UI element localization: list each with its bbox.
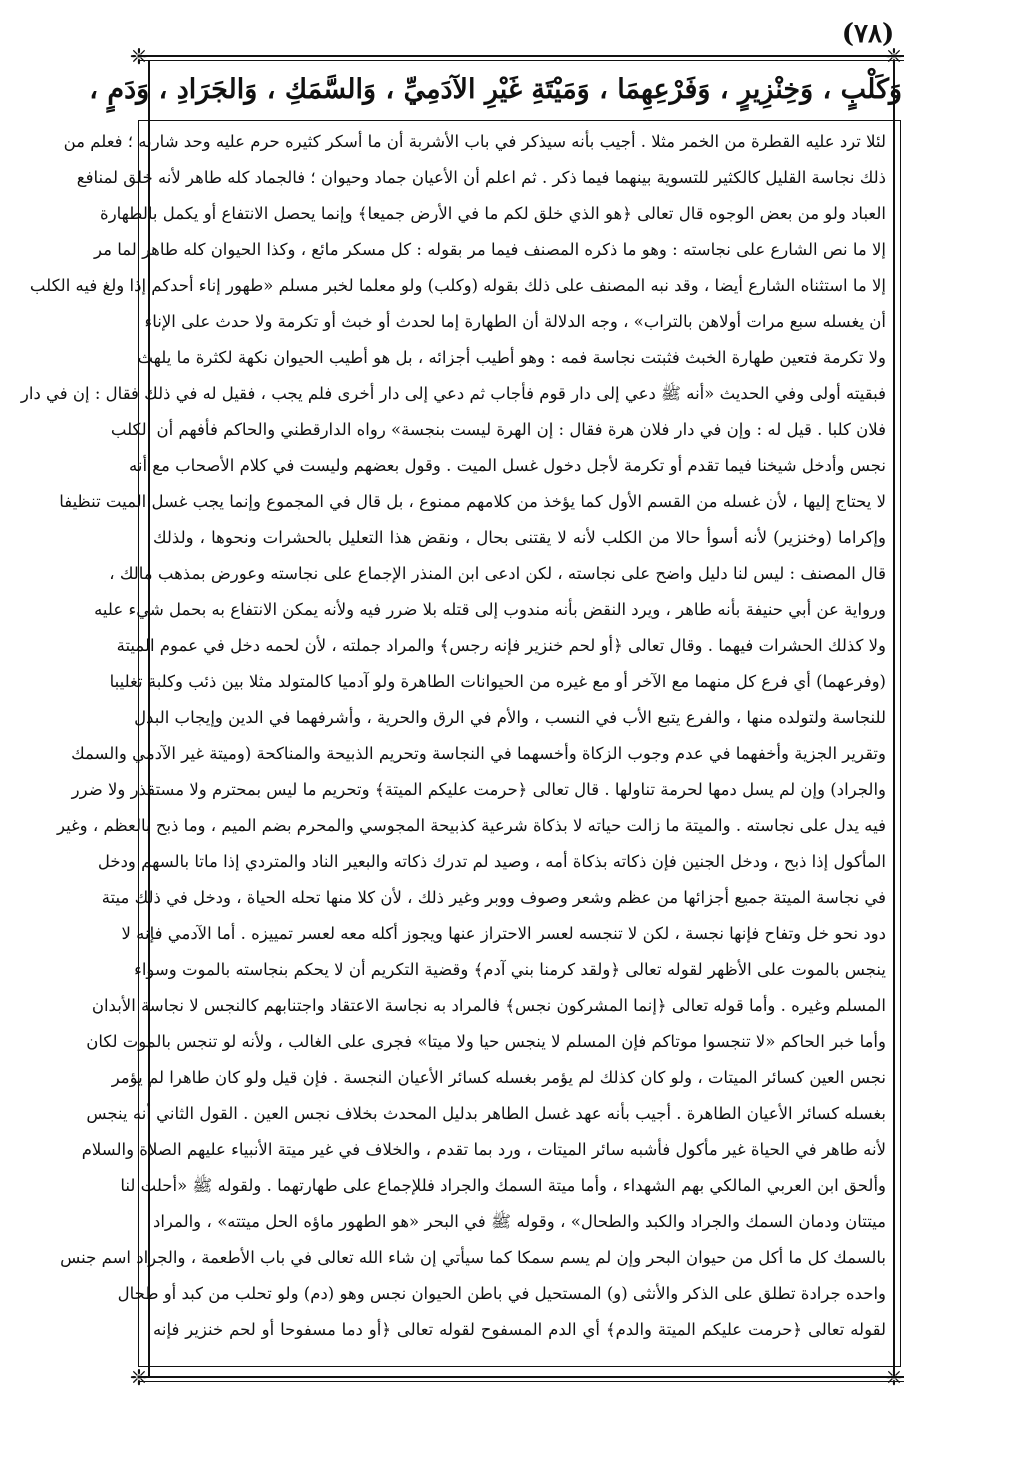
text-line: لئلا ترد عليه القطرة من الخمر مثلا . أجيب بأنه سيذكر في باب الأشربة أن ما أسكر كثيره حرم عليه وحد شاربه ؛ فعلم من <box>63 132 886 151</box>
text-line: واحده جرادة تطلق على الذكر والأنثى (و) المستحيل في باطن الحيوان نجس وهو (دم) ولو تحلب من كبد أو طحال <box>117 1284 886 1303</box>
text-line: ورواية عن أبي حنيفة بأنه طاهر ، ويرد النقض بأنه مندوب إلى قتله بلا ضرر فيه ولأنه يمكن الانتفاع به بحمل شيء عليه <box>94 600 886 619</box>
text-line: بغسله كسائر الأعيان الطاهرة . أجيب بأنه عهد غسل الطاهر بدليل المحدث بخلاف نجس العين . القول الثاني أنه ينجس <box>86 1104 886 1123</box>
text-line: إلا ما استثناه الشارع أيضا ، وقد نبه المصنف على ذلك بقوله (وكلب) ولو معلما لخبر مسلم «طهور إناء أحدكم إذا ولغ فيه الكلب <box>29 276 886 295</box>
text-line: والجراد) وإن لم يسل دمها لحرمة تناولها . قال تعالى ﴿حرمت عليكم الميتة﴾ وتحريم ما ليس بمحترم ولا مستقذر ولا ضرر <box>71 780 886 799</box>
page-number: (٧٨) <box>841 19 895 49</box>
top-rule <box>138 55 904 57</box>
text-line: فلان كلبا . قيل له : وإن في دار فلان هرة فقال : إن الهرة ليست بنجسة» رواه الدارقطني والحاكم فأفهم أن الكلب <box>110 420 886 439</box>
text-line: المأكول إذا ذبح ، ودخل الجنين فإن ذكاته بذكاة أمه ، وصيد لم تدرك ذكاته والبعير الناد والمتردي إذا ماتا بالسهم ودخل <box>97 852 886 871</box>
text-line: ولا كذلك الحشرات فيهما . وقال تعالى ﴿أو لحم خنزير فإنه رجس﴾ والمراد جملته ، لأن لحمه دخل في عموم الميتة <box>116 636 886 655</box>
ornament-top-right-icon: ❈ <box>884 45 904 70</box>
bottom-rule-inner <box>138 1381 904 1382</box>
ornament-bottom-right-icon: ❈ <box>884 1366 904 1391</box>
text-line: وأما خبر الحاكم «لا تنجسوا موتاكم فإن المسلم لا ينجس حيا ولا ميتا» فجرى على الغالب ، ولأنه لو تنجس بالموت لكان <box>86 1032 886 1051</box>
text-line: بالسمك كل ما أكل من حيوان البحر وإن لم يسم سمكا كما سيأتي إن شاء الله تعالى في باب الأطعمة ، والجراد اسم جنس <box>60 1248 886 1267</box>
text-line: نجس العين كسائر الميتات ، ولو كان كذلك لم يؤمر بغسله كسائر الأعيان النجسة . فإن قيل ولو كان طاهرا لم يؤمر <box>111 1068 886 1087</box>
bottom-rule <box>138 1376 904 1378</box>
ornament-top-left-icon: ❈ <box>129 45 149 70</box>
text-line: أن يغسله سبع مرات أولاهن بالتراب» ، وجه الدلالة أن الطهارة إما لحدث أو خبث أو تكرمة ولا حدث على الإناء <box>144 312 886 331</box>
text-line: ولا تكرمة فتعين طهارة الخبث فثبتت نجاسة فمه : وهو أطيب أجزائه ، بل هو أطيب الحيوان نكهة لكثرة ما يلهث <box>137 348 886 367</box>
commentary-box <box>20 120 901 1367</box>
text-line: قال المصنف : ليس لنا دليل واضح على نجاسته ، لكن ادعى ابن المنذر الإجماع على نجاسته وعورض بمذهب مالك ، <box>109 564 886 583</box>
text-line: وألحق ابن العربي المالكي بهم الشهداء ، وأما ميتة السمك والجراد فللإجماع على طهارتهما . ولقوله ﷺ «أحلت لنا <box>120 1176 886 1195</box>
text-line: دود نحو خل وتفاح فإنها نجسة ، لكن لا تنجسه لعسر الاحتراز عنها ويجوز أكله معه لعسر تمييزه . أما الآدمي فإنه لا <box>121 924 886 943</box>
text-line: نجس وأدخل شيخنا فيما تقدم أو تكرمة لأجل دخول غسل الميت . وقول بعضهم وليست في كلام الأصحاب مع أنه <box>129 456 886 475</box>
text-line: وإكراما (وخنزير) لأنه أسوأ حالا من الكلب لأنه لا يقتنى بحال ، ونقض هذا التعليل بالحشرات ونحوها ، ولذلك <box>153 528 886 547</box>
text-line: العباد ولو من بعض الوجوه قال تعالى ﴿هو الذي خلق لكم ما في الأرض جميعا﴾ وإنما يحصل الانتفاع أو يكمل بالطهارة <box>100 204 886 223</box>
text-line: وتقرير الجزية وأخفهما في عدم وجوب الزكاة وأخسهما في النجاسة وتحريم الذبيحة والمناكحة (وميتة غير الآدمي والسمك <box>71 744 886 763</box>
ornament-bottom-left-icon: ❈ <box>129 1366 149 1391</box>
text-line: ميتتان ودمان السمك والجراد والكبد والطحال» ، وقوله ﷺ في البحر «هو الطهور ماؤه الحل ميتته» ، والمراد <box>153 1212 886 1231</box>
text-line: ذلك نجاسة القليل كالكثير للتسوية بينهما فيما ذكر . ثم اعلم أن الأعيان جماد وحيوان ؛ فالجماد كله طاهر لأنه خلق لمنافع <box>76 168 886 187</box>
text-line: لقوله تعالى ﴿حرمت عليكم الميتة والدم﴾ أي الدم المسفوح لقوله تعالى ﴿أو دما مسفوحا أو لحم خنزير فإنه <box>153 1320 886 1339</box>
text-line: المسلم وغيره . وأما قوله تعالى ﴿إنما المشركون نجس﴾ فالمراد به نجاسة الاعتقاد واجتنابهم كالنجس لا نجاسة الأبدان <box>91 996 886 1015</box>
text-line: ينجس بالموت على الأظهر لقوله تعالى ﴿ولقد كرمنا بني آدم﴾ وقضية التكريم أن لا يحكم بنجاسته بالموت وسواء <box>134 960 886 979</box>
text-line: لا يحتاج إليها ، لأن غسله من القسم الأول كما يؤخذ من كلامهم ممنوع ، بل قال في المجموع وإنما يجب غسل الميت تنظيفا <box>59 492 886 511</box>
top-rule-inner <box>138 60 904 61</box>
text-line: في نجاسة الميتة جميع أجزائها من عظم وشعر وصوف ووبر وغير ذلك ، لأن كلا منها تحله الحياة ، ودخل في ذلك ميتة <box>101 888 886 907</box>
text-line: إلا ما نص الشارع على نجاسته : وهو ما ذكره المصنف فيما مر بقوله : كل مسكر مائع ، وكذا الحيوان كله طاهر لما مر <box>94 240 886 259</box>
text-line: (وفرعهما) أي فرع كل منهما مع الآخر أو مع غيره من الحيوانات الطاهرة ولو آدميا كالمتولد مثلا بين ذئب وكلبة تغليبا <box>109 672 886 691</box>
text-line: للنجاسة ولتولده منها ، والفرع يتبع الأب في النسب ، والأم في الرق والحرية ، وأشرفهما في الدين وإيجاب البدل <box>134 708 886 727</box>
text-line: فبقيته أولى وفي الحديث «أنه ﷺ دعي إلى دار قوم فأجاب ثم دعي إلى دار أخرى فلم يجب ، فقيل له في ذلك فقال : إن في دار <box>20 384 886 403</box>
text-line: فيه يدل على نجاسته . والميتة ما زالت حياته لا بذكاة شرعية كذبيحة المجوسي والمحرم بضم الميم ، وما ذبح بالعظم ، وغير <box>56 816 886 835</box>
text-line: لأنه طاهر في الحياة غير مأكول فأشبه سائر الميتات ، ورد بما تقدم ، والخلاف في غير ميتة الأنبياء عليهم الصلاة والسلام <box>81 1140 886 1159</box>
matn-heading: وَكَلْبٍ ، وَخِنْزِيرٍ ، وَفَرْعِهِمَا ، وَمَيْتَةِ غَيْرِ الآدَمِيِّ ، وَالسَّمَكِ ، وَالجَرَادِ ، وَدَمٍ ، <box>89 74 902 105</box>
